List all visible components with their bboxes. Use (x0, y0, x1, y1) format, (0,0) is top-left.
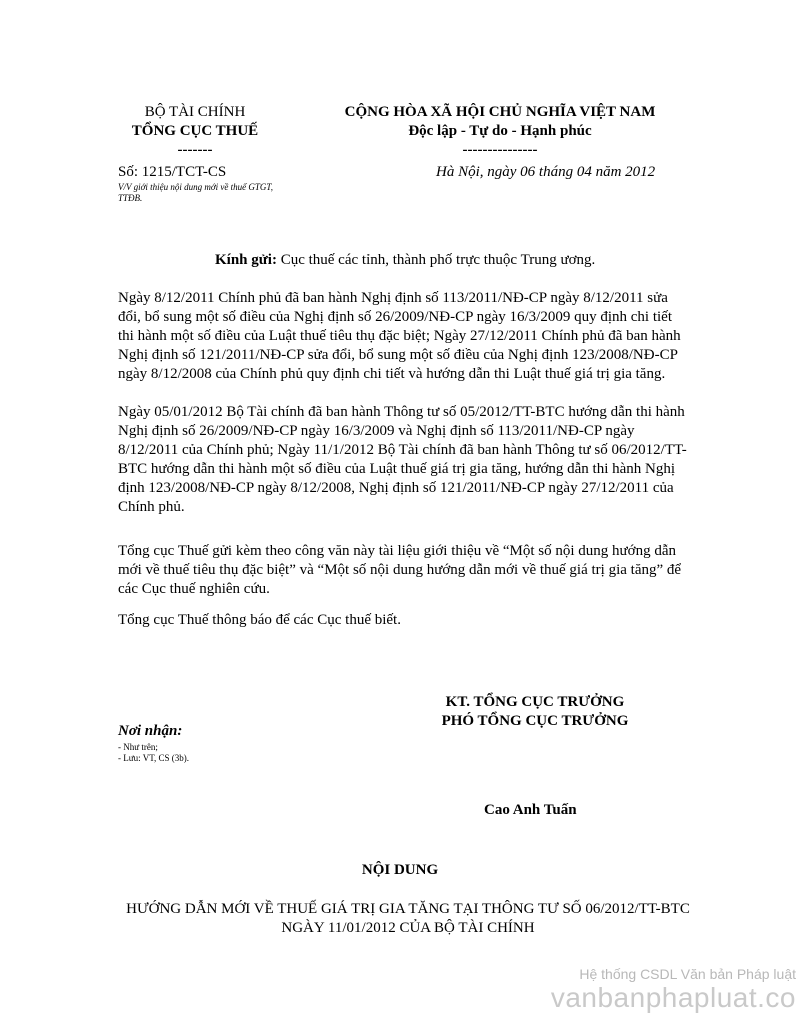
signature-subtitle: PHÓ TỔNG CỤC TRƯỞNG (441, 713, 629, 729)
watermark-caption: Hệ thống CSDL Văn bản Pháp luật (579, 966, 796, 982)
country-name: CỘNG HÒA XÃ HỘI CHỦ NGHĨA VIỆT NAM (344, 104, 656, 120)
national-motto: Độc lập - Tự do - Hạnh phúc (408, 123, 592, 139)
issuer-divider: ------- (177, 142, 213, 158)
signature-title: KT. TỔNG CỤC TRƯỞNG (445, 694, 625, 710)
recipient-line (215, 252, 595, 269)
department-name: TỔNG CỤC THUẾ (131, 123, 259, 139)
content-subtitle: HƯỚNG DẪN MỚI VỀ THUẾ GIÁ TRỊ GIA TĂNG TẠI THÔNG TƯ SỐ 06/2012/TT-BTC NGÀY 11/01/2012 CỦA BỘ TÀI CHÍNH (126, 901, 690, 936)
recipient-label: Kính gửi: (215, 252, 277, 268)
document-subject: V/V giới thiệu nội dung mới về thuế GTGT, TTĐB. (118, 182, 274, 203)
signature-title-block (420, 693, 650, 731)
body-paragraph: Ngày 05/01/2012 Bộ Tài chính đã ban hành Thông tư số 05/2012/TT-BTC hướng dẫn thi hành Nghị định số 26/2009/NĐ-CP ngày 16/3/2009 và Nghị định số 113/2011/NĐ-CP ngày 8/12/2011 của Chính phủ; Ngày 11/1/2012 Bộ Tài chính đã ban hành Thông tư số 06/2012/TT-BTC hướng dẫn thi hành một số điều của Luật thuế giá trị gia tăng, hướng dẫn thi hành Nghị định 123/2008/NĐ-CP ngày 8/12/2008, Nghị định số 121/2011/NĐ-CP ngày 27/12/2011 của Chính phủ. (118, 404, 687, 515)
recipients-item: - Như trên; (118, 742, 158, 752)
watermark-site: vanbanphapluat.co (550, 982, 796, 1013)
body-paragraph: Ngày 8/12/2011 Chính phủ đã ban hành Nghị định số 113/2011/NĐ-CP ngày 8/12/2011 sửa đổi, bổ sung một số điều của Nghị định số 26/2009/NĐ-CP ngày 16/3/2009 quy định chi tiết thi hành một số điều của Luật thuế tiêu thụ đặc biệt; Ngày 27/12/2011 Chính phủ đã ban hành Nghị định số 121/2011/NĐ-CP sửa đổi, bổ sung một số điều của Nghị định 123/2008/NĐ-CP ngày 8/12/2008 của Chính phủ quy định chi tiết và hướng dẫn thi Luật thuế giá trị gia tăng. (118, 290, 681, 382)
document-number: Số: 1215/TCT-CS (118, 164, 227, 180)
ministry-name: BỘ TÀI CHÍNH (144, 104, 246, 120)
recipients-item: - Lưu: VT, CS (3b). (118, 753, 190, 763)
recipient-text: Cục thuế các tỉnh, thành phố trực thuộc Trung ương. (276, 252, 596, 268)
signer-name: Cao Anh Tuấn (484, 802, 577, 818)
body-paragraph: Tổng cục Thuế gửi kèm theo công văn này tài liệu giới thiệu về “Một số nội dung hướng dẫn mới về thuế tiêu thụ đặc biệt” và “Một số nội dung hướng dẫn mới về thuế giá trị gia tăng” để các Cục thuế nghiên cứu. (118, 543, 682, 597)
content-title: NỘI DUNG (361, 862, 439, 878)
recipients-title: Nơi nhận: (118, 723, 183, 739)
issuer-block (100, 103, 290, 160)
document-date: Hà Nội, ngày 06 tháng 04 năm 2012 (436, 164, 656, 180)
motto-divider: --------------- (462, 142, 538, 158)
national-heading (300, 103, 700, 160)
body-paragraph: Tổng cục Thuế thông báo để các Cục thuế biết. (118, 612, 401, 628)
